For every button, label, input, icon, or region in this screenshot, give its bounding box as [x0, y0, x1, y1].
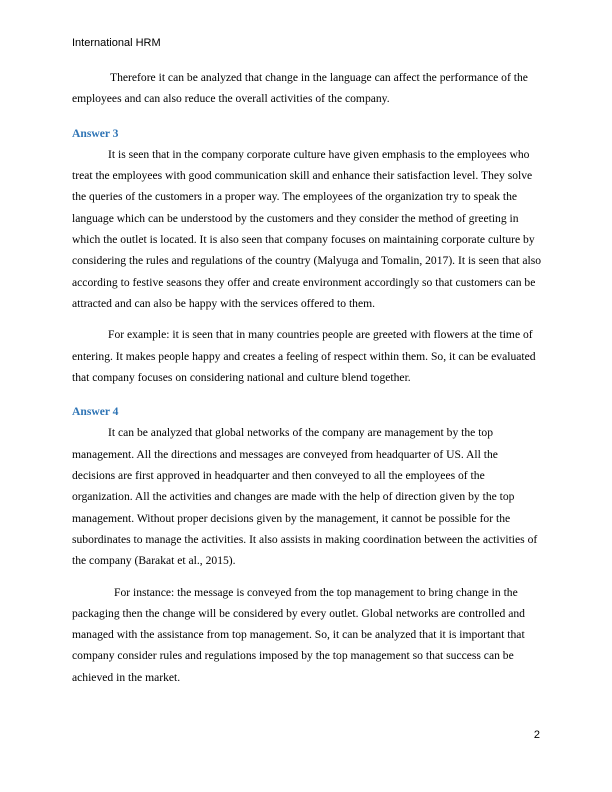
running-header: International HRM — [72, 37, 161, 49]
section-spacer — [72, 110, 542, 123]
answer-3-paragraph-2: For example: it is seen that in many countries people are greeted with flowers at the time of entering. It makes people happy and creates a feeling of respect within them. So, it can be evaluated that company focuses on considering national and culture blend together. — [72, 328, 536, 384]
intro-paragraph: Therefore it can be analyzed that change in the language can affect the performance of the employees and can also reduce the overall activities of the company. — [72, 71, 528, 106]
document-body — [72, 67, 542, 688]
paragraph-spacer — [72, 314, 542, 324]
page-number: 2 — [533, 729, 540, 741]
answer-3-heading: Answer 3 — [72, 126, 119, 140]
answer-3-paragraph-1: It is seen that in the company corporate culture have given emphasis to the employees who treat the employees with good communication skill and enhance their satisfaction level. They solve the queries of the customers in a proper way. The employees of the organization try to speak the language which can be understood by the customers and they consider the method of greeting in which the outlet is located. It is also seen that company focuses on maintaining corporate culture by considering the rules and regulations of the country (Malyuga and Tomalin, 2017). It is seen that also according to festive seasons they offer and create environment accordingly so that customers can be attracted and can also be happy with the services offered to them. — [72, 147, 542, 310]
answer-4-paragraph-2: For instance: the message is conveyed from the top management to bring change in the packaging then the change will be considered by every outlet. Global networks are controlled and managed with the assistance from top management. So, it can be analyzed that it is important that company consider rules and regulations imposed by the top management so that success can be achieved in the market. — [72, 585, 525, 684]
answer-4-heading: Answer 4 — [72, 405, 119, 419]
paragraph-spacer — [72, 572, 542, 582]
answer-4-paragraph-1: It can be analyzed that global networks of the company are management by the top management. All the directions and messages are conveyed from headquarter of US. All the decisions are first approved in headquarter and then conveyed to all the employees of the organization. All the activities and changes are made with the help of direction given by the top management. Without proper decisions given by the management, it cannot be possible for the subordinates to manage the activities. It also assists in making coordination between the activities of the company (Barakat et al., 2015). — [72, 426, 538, 568]
section-spacer — [72, 388, 542, 401]
